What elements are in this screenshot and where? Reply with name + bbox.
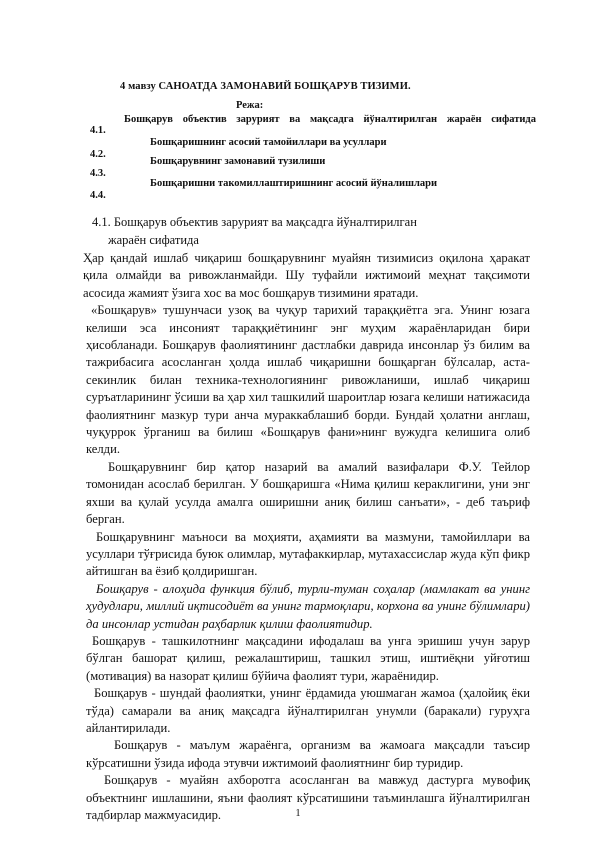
toc-number-1: 4.1.	[90, 125, 106, 136]
paragraph: Ҳар қандай ишлаб чиқариш бошқарувнинг муайян тизимисиз оқилона ҳаракат қила олмайди ва ривожланмайди. Шу туфайли ижтимоий меҳнат тақсимоти асосида жамият ўзига хос ва мос бошқарув тизимини яратади.	[83, 251, 530, 300]
paragraph: Бошқарув - муайян ахборотга асосланган ва мавжуд дастурга мувофиқ объектнинг ишлашини, яъни фаолият кўрсатишини таъминлашга йўналтирилган тадбирлар мажмуасидир.	[86, 773, 530, 822]
toc-item-3: Бошқарувнинг замонавий тузилиши	[150, 156, 326, 167]
topic-title: 4 мавзу САНОАТДА ЗАМОНАВИЙ БОШҚАРУВ ТИЗИМИ.	[120, 81, 411, 92]
section-heading-line-2: жараён сифатида	[108, 233, 199, 247]
plan-label: Режа:	[236, 100, 264, 111]
paragraph-definition-italic: Бошқарув - алоҳида функция бўлиб, турли-туман соҳалар (мамлакат ва унинг ҳудудлари, миллий иқтисодиёт ва унинг тармоқлари, корхона ва унинг бўлимлари) да инсонлар устидан раҳбарлик қилиш фаолиятидир.	[86, 581, 530, 631]
section-heading	[92, 213, 512, 249]
toc-number-2: 4.2.	[90, 149, 106, 160]
paragraph: Бошқарув - ташкилотнинг мақсадини ифодалаш ва унга эришиш учун зарур бўлган башорат қилиш, режалаштириш, ташкил этиш, иштиёқни уйғотиш (мотивация) ва назорат қилиш бўйича фаолият тури, жараёнидир.	[86, 633, 530, 683]
paragraph: «Бошқарув» тушунчаси узоқ ва чуқур тарихий тараққиётга эга. Унинг юзага келиши эса инсоният тараққиётининг энг муҳим жараёнларидан бири ҳисобланади. Бошқарув фаолиятининг дастлабки даврида инсонлар ўз билим ва тажрибасига асосланган ҳолда ишлаб чиқаришни бошқарган бўлсалар, аста-секинлик билан техника-технологиянинг ривожланиши, ишлаб чиқариш суръатларининг ўсиши ва ҳар хил ташкилий шароитлар юзага келиши натижасида фаолиятнинг мазкур тури анча мураккаблашиб борди. Бундай ҳолатни англаш, чуқуррок ўрганиш ва билиш «Бошқарув фани»нинг вужудга келишига олиб келди.	[86, 303, 530, 457]
paragraph: Бошқарувнинг бир қатор назарий ва амалий вазифалари Ф.У. Тейлор томонидан асослаб берилган. У бошқаришга «Нима қилиш кераклигини, уни энг яхши ва қулай усулда амалга оширишни аниқ билиш санъати», - деб таъриф берган.	[86, 459, 530, 527]
section-heading-line-1: 4.1. Бошқарув объектив зарурият ва мақсадга йўналтирилган	[92, 215, 417, 229]
toc-number-3: 4.3.	[90, 168, 106, 179]
page-number: 1	[295, 808, 301, 819]
toc-number-4: 4.4.	[90, 190, 106, 201]
toc-item-4: Бошқаришни такомиллаштиришнинг асосий йўналишлари	[150, 178, 438, 189]
paragraph: Бошқарув - маълум жараёнга, организм ва жамоага мақсадли таъсир кўрсатишни ўзида ифода этувчи ижтимоий фаолиятнинг бир туридир.	[86, 738, 530, 770]
toc-item-1: Бошқарув объектив зарурият ва мақсадга йўналтирилган жараён сифатида	[124, 114, 536, 125]
toc-item-2: Бошқаришнинг асосий тамойиллари ва усуллари	[150, 137, 387, 148]
body-text	[83, 250, 530, 824]
paragraph: Бошқарувнинг маъноси ва моҳияти, аҳамияти ва мазмуни, тамойиллари ва усуллари тўғрисида буюк олимлар, мутафаккирлар, мутахассислар жуда кўп фикр айтишган ва ёзиб қолдиришган.	[86, 529, 530, 579]
paragraph: Бошқарув - шундай фаолиятки, унинг ёрдамида уюшмаган жамоа (ҳалойиқ ёки тўда) самарали ва аниқ мақсадга йўналтирилган унумли (баракали) гуруҳга айлантирилади.	[86, 686, 530, 735]
